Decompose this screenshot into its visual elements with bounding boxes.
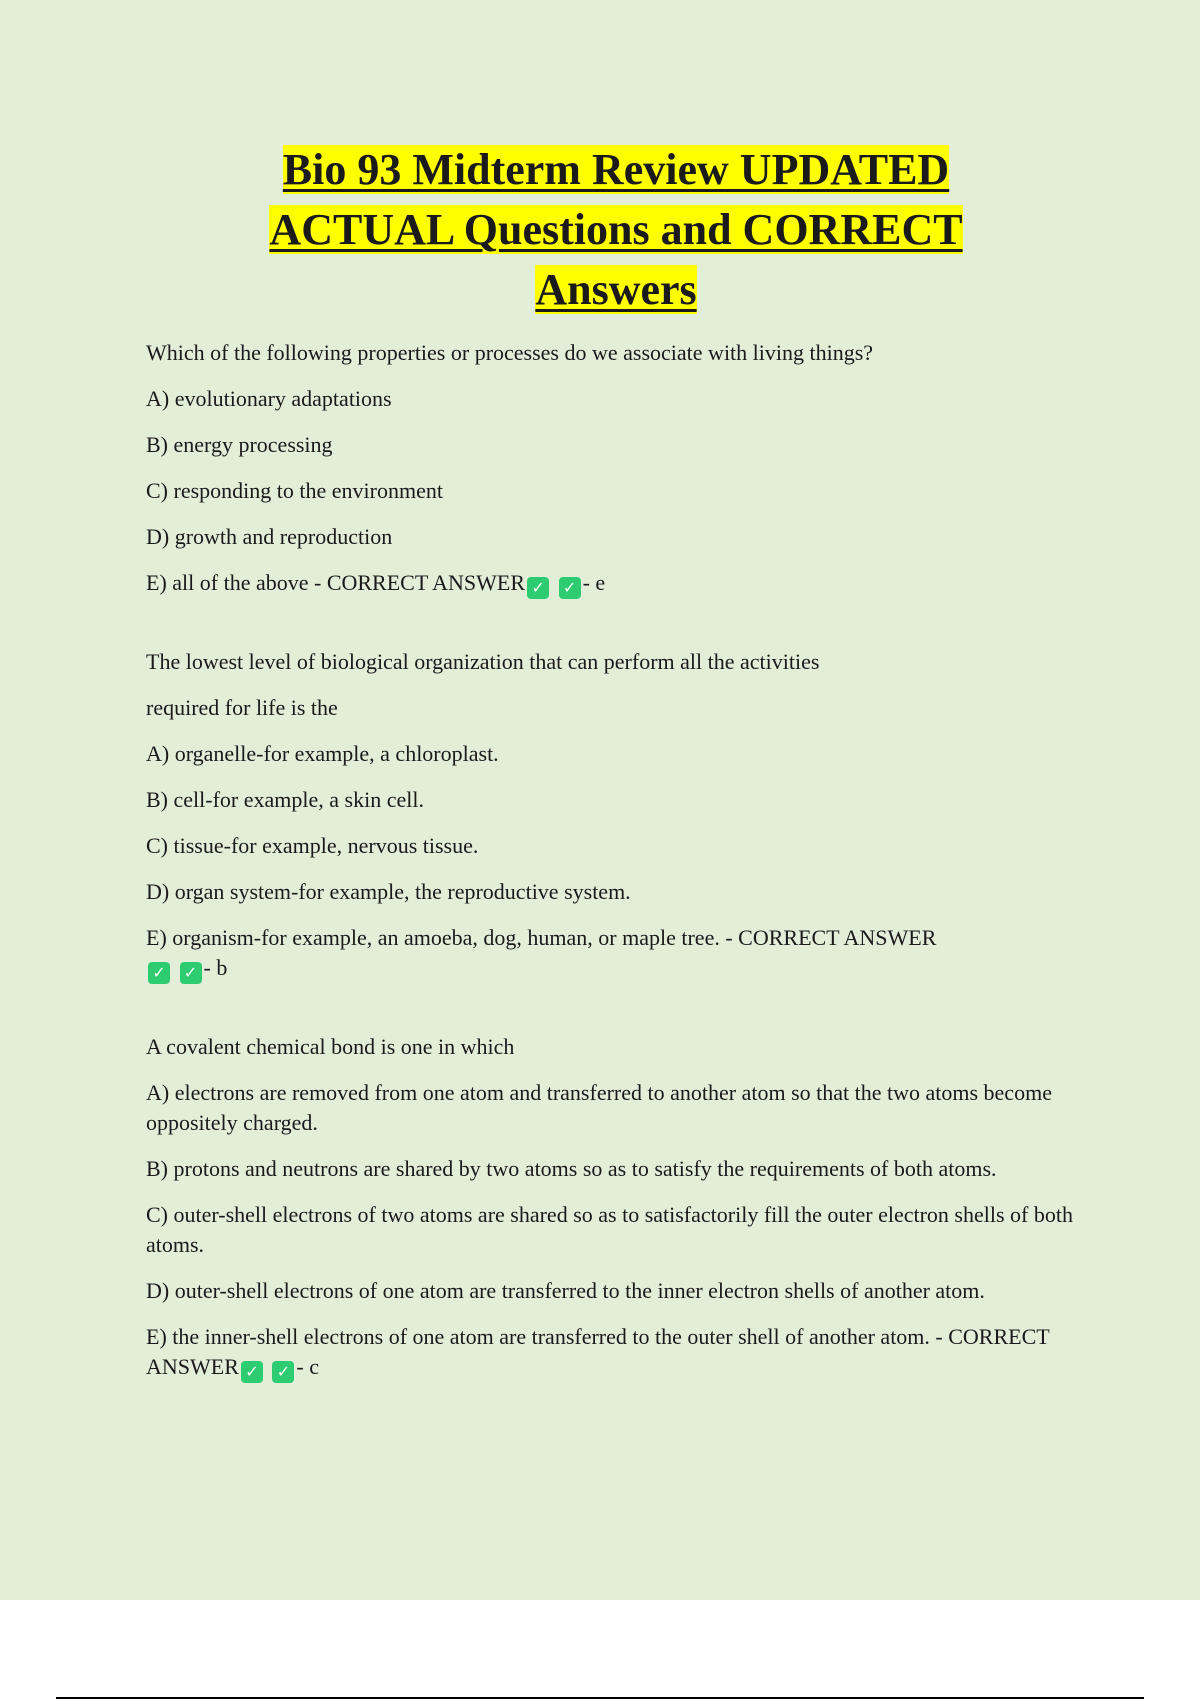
option-e-with-answer (146, 923, 946, 984)
document-body (146, 140, 1086, 1431)
option-c: C) responding to the environment (146, 478, 443, 503)
option-e: E) organism-for example, an amoeba, dog, human, or maple tree. - CORRECT ANSWER (146, 925, 937, 950)
option-e-with-answer (146, 568, 1086, 599)
option-e: E) all of the above - CORRECT ANSWER (146, 570, 526, 595)
question-prompt: A covalent chemical bond is one in which (146, 1034, 515, 1059)
option-e-with-answer (146, 1322, 1086, 1383)
question-prompt: Which of the following properties or processes do we associate with living things? (146, 340, 874, 365)
option-b: B) energy processing (146, 432, 333, 457)
title-line-2: ACTUAL Questions and CORRECT (269, 205, 963, 254)
answer-letter: - c (296, 1354, 319, 1379)
option-a: A) electrons are removed from one atom and transferred to another atom so that the two atoms become oppositely charged. (146, 1080, 1052, 1135)
option-a: A) organelle-for example, a chloroplast. (146, 741, 499, 766)
footer-rule (56, 1697, 1144, 1699)
option-d: D) organ system-for example, the reproductive system. (146, 879, 631, 904)
title-line-3: Answers (535, 265, 697, 314)
check-mark-icon: ✓ (241, 1361, 263, 1383)
option-d: D) growth and reproduction (146, 524, 393, 549)
option-c: C) outer-shell electrons of two atoms are shared so as to satisfactorily fill the outer electron shells of both atoms. (146, 1202, 1073, 1257)
question-prompt-line-2: required for life is the (146, 695, 338, 720)
question-prompt-line-1: The lowest level of biological organization that can perform all the activities (146, 649, 820, 674)
question-2 (146, 647, 1086, 984)
option-d: D) outer-shell electrons of one atom are transferred to the inner electron shells of another atom. (146, 1278, 985, 1303)
check-mark-icon: ✓ (148, 962, 170, 984)
check-mark-icon: ✓ (559, 577, 581, 599)
option-c: C) tissue-for example, nervous tissue. (146, 833, 479, 858)
option-b: B) protons and neutrons are shared by two atoms so as to satisfy the requirements of both atoms. (146, 1156, 997, 1181)
option-e: E) the inner-shell electrons of one atom are transferred to the outer shell of another atom. - CORRECT ANSWER (146, 1324, 1050, 1379)
check-mark-icon: ✓ (180, 962, 202, 984)
title-line-1: Bio 93 Midterm Review UPDATED (282, 145, 950, 194)
check-mark-icon: ✓ (527, 577, 549, 599)
question-3 (146, 1032, 1086, 1383)
answer-letter: - b (203, 955, 228, 980)
check-mark-icon: ✓ (272, 1361, 294, 1383)
option-a: A) evolutionary adaptations (146, 386, 392, 411)
option-b: B) cell-for example, a skin cell. (146, 787, 424, 812)
document-title (146, 140, 1086, 320)
question-1 (146, 338, 1086, 599)
answer-letter: - e (582, 570, 606, 595)
